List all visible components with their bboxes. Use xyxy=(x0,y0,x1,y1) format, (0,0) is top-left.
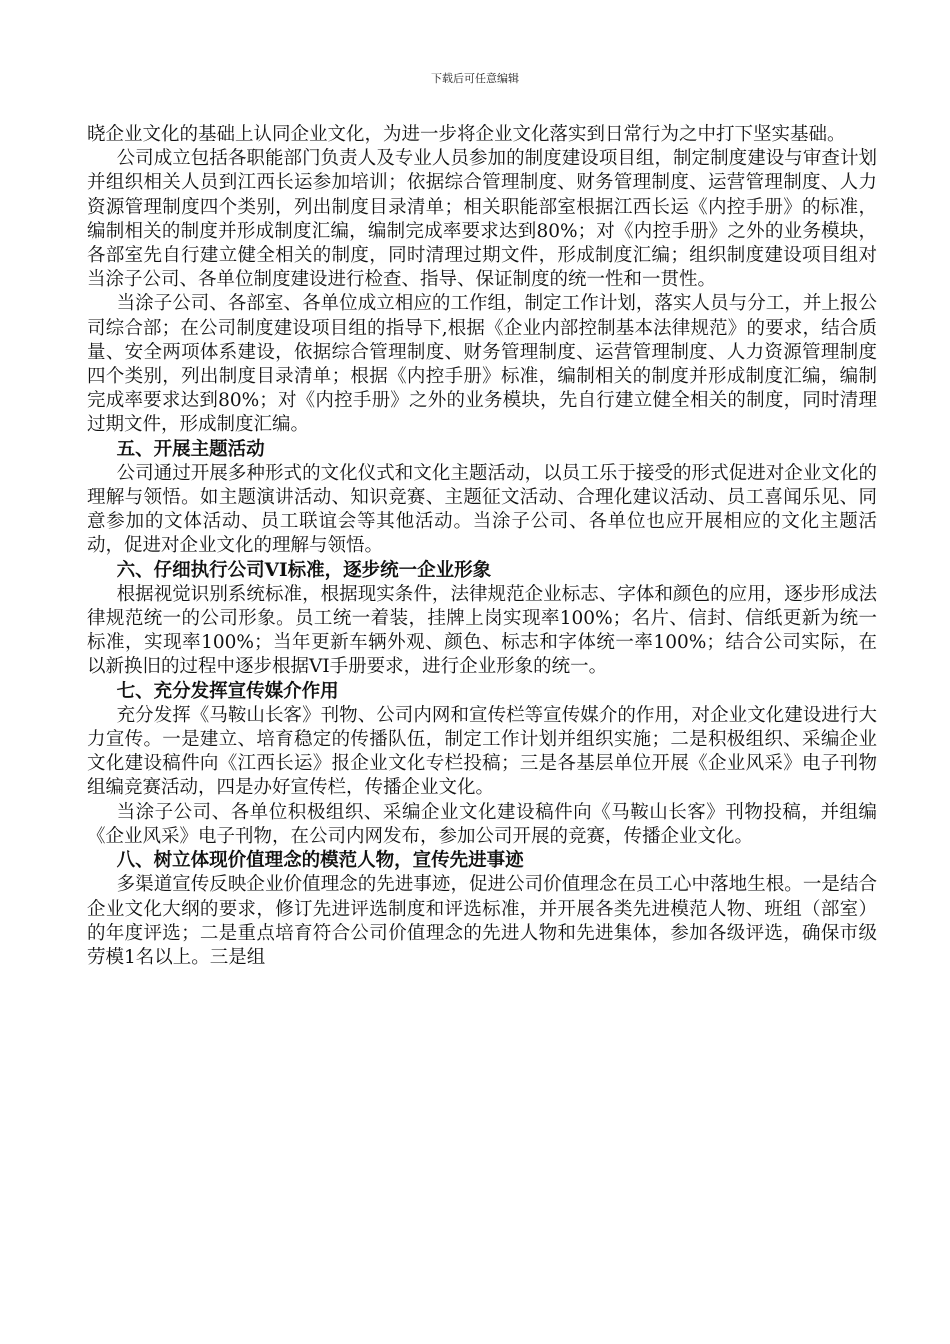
section-heading: 八、树立体现价值理念的模范人物，宣传先进事迹 xyxy=(116,850,524,872)
section-heading: 六、仔细执行公司VI标准，逐步统一企业形象 xyxy=(116,559,492,581)
document-body xyxy=(87,123,877,970)
paragraph: 当涂子公司、各部室、各单位成立相应的工作组，制定工作计划，落实人员与分工，并上报公司综合部；在公司制度建设项目组的指导下,根据《企业内部控制基本法律规范》的要求，结合质量、安全两项体系建设，依据综合管理制度、财务管理制度、运营管理制度、人力资源管理制度四个类别，列出制度目录清单；根据《内控手册》标准，编制相关的制度并形成制度汇编，编制完成率要求达到80%；对《内控手册》之外的业务模块，先自行建立健全相关的制度，同时清理过期文件，形成制度汇编。 xyxy=(87,293,877,436)
paragraph: 充分发挥《马鞍山长客》刊物、公司内网和宣传栏等宣传媒介的作用，对企业文化建设进行大力宣传。一是建立、培育稳定的传播队伍，制定工作计划并组织实施；二是积极组织、采编企业文化建设稿件向《江西长运》报企业文化专栏投稿；三是各基层单位开展《企业风采》电子刊物组编竞赛活动，四是办好宣传栏，传播企业文化。 xyxy=(87,704,877,799)
page-header-note: 下载后可任意编辑 xyxy=(431,72,519,85)
paragraph: 当涂子公司、各单位积极组织、采编企业文化建设稿件向《马鞍山长客》刊物投稿，并组编《企业风采》电子刊物，在公司内网发布，参加公司开展的竞赛，传播企业文化。 xyxy=(87,801,877,847)
paragraph: 公司通过开展多种形式的文化仪式和文化主题活动，以员工乐于接受的形式促进对企业文化的理解与领悟。如主题演讲活动、知识竞赛、主题征文活动、合理化建议活动、员工喜闻乐见、同意参加的文体活动、员工联谊会等其他活动。当涂子公司、各单位也应开展相应的文化主题活动，促进对企业文化的理解与领悟。 xyxy=(87,462,877,557)
paragraph: 公司成立包括各职能部门负责人及专业人员参加的制度建设项目组，制定制度建设与审查计划并组织相关人员到江西长运参加培训；依据综合管理制度、财务管理制度、运营管理制度、人力资源管理制度四个类别，列出制度目录清单；相关职能部室根据江西长运《内控手册》的标准，编制相关的制度并形成制度汇编，编制完成率要求达到80%；对《内控手册》之外的业务模块，各部室先自行建立健全相关的制度，同时清理过期文件，形成制度汇编；组织制度建设项目组对当涂子公司、各单位制度建设进行检查、指导、保证制度的统一性和一贯性。 xyxy=(87,148,877,291)
paragraph: 多渠道宣传反映企业价值理念的先进事迹，促进公司价值理念在员工心中落地生根。一是结合企业文化大纲的要求，修订先进评选制度和评选标准，并开展各类先进模范人物、班组（部室）的年度评选；二是重点培育符合公司价值理念的先进人物和先进集体，参加各级评选，确保市级劳模1名以上。三是组 xyxy=(87,874,877,968)
section-heading: 五、开展主题活动 xyxy=(116,438,265,460)
paragraph: 根据视觉识别系统标准，根据现实条件，法律规范企业标志、字体和颜色的应用，逐步形成法律规范统一的公司形象。员工统一着装，挂牌上岗实现率100%；名片、信封、信纸更新为统一标准，实现率100%；当年更新车辆外观、颜色、标志和字体统一率100%；结合公司实际，在以新换旧的过程中逐步根据VI手册要求，进行企业形象的统一。 xyxy=(87,583,877,678)
paragraph: 晓企业文化的基础上认同企业文化，为进一步将企业文化落实到日常行为之中打下坚实基础。 xyxy=(87,124,846,145)
section-heading: 七、充分发挥宣传媒介作用 xyxy=(116,680,339,702)
